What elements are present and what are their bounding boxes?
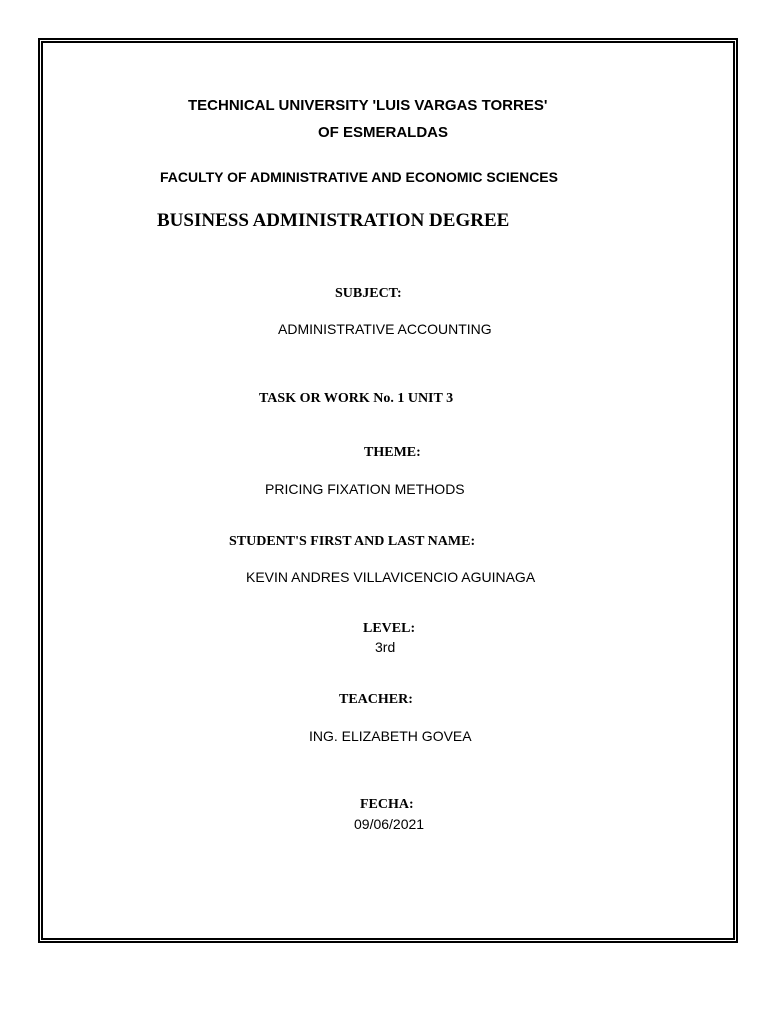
university-name-line1: TECHNICAL UNIVERSITY 'LUIS VARGAS TORRES' bbox=[188, 97, 548, 114]
teacher-value: ING. ELIZABETH GOVEA bbox=[309, 728, 472, 744]
faculty-name: FACULTY OF ADMINISTRATIVE AND ECONOMIC SCIENCES bbox=[160, 169, 558, 185]
teacher-label: TEACHER: bbox=[339, 692, 413, 707]
student-value: KEVIN ANDRES VILLAVICENCIO AGUINAGA bbox=[246, 569, 536, 585]
subject-value: ADMINISTRATIVE ACCOUNTING bbox=[278, 321, 492, 337]
theme-label: THEME: bbox=[364, 445, 421, 460]
task-number: TASK OR WORK No. 1 UNIT 3 bbox=[259, 391, 454, 406]
degree-title: BUSINESS ADMINISTRATION DEGREE bbox=[157, 210, 510, 231]
date-value: 09/06/2021 bbox=[354, 816, 425, 832]
student-label: STUDENT'S FIRST AND LAST NAME: bbox=[229, 534, 476, 549]
date-label: FECHA: bbox=[360, 797, 414, 812]
theme-value: PRICING FIXATION METHODS bbox=[265, 481, 465, 497]
level-label: LEVEL: bbox=[363, 621, 416, 636]
subject-label: SUBJECT: bbox=[335, 286, 402, 301]
university-name-line2: OF ESMERALDAS bbox=[318, 124, 449, 141]
level-value: 3rd bbox=[375, 639, 396, 655]
